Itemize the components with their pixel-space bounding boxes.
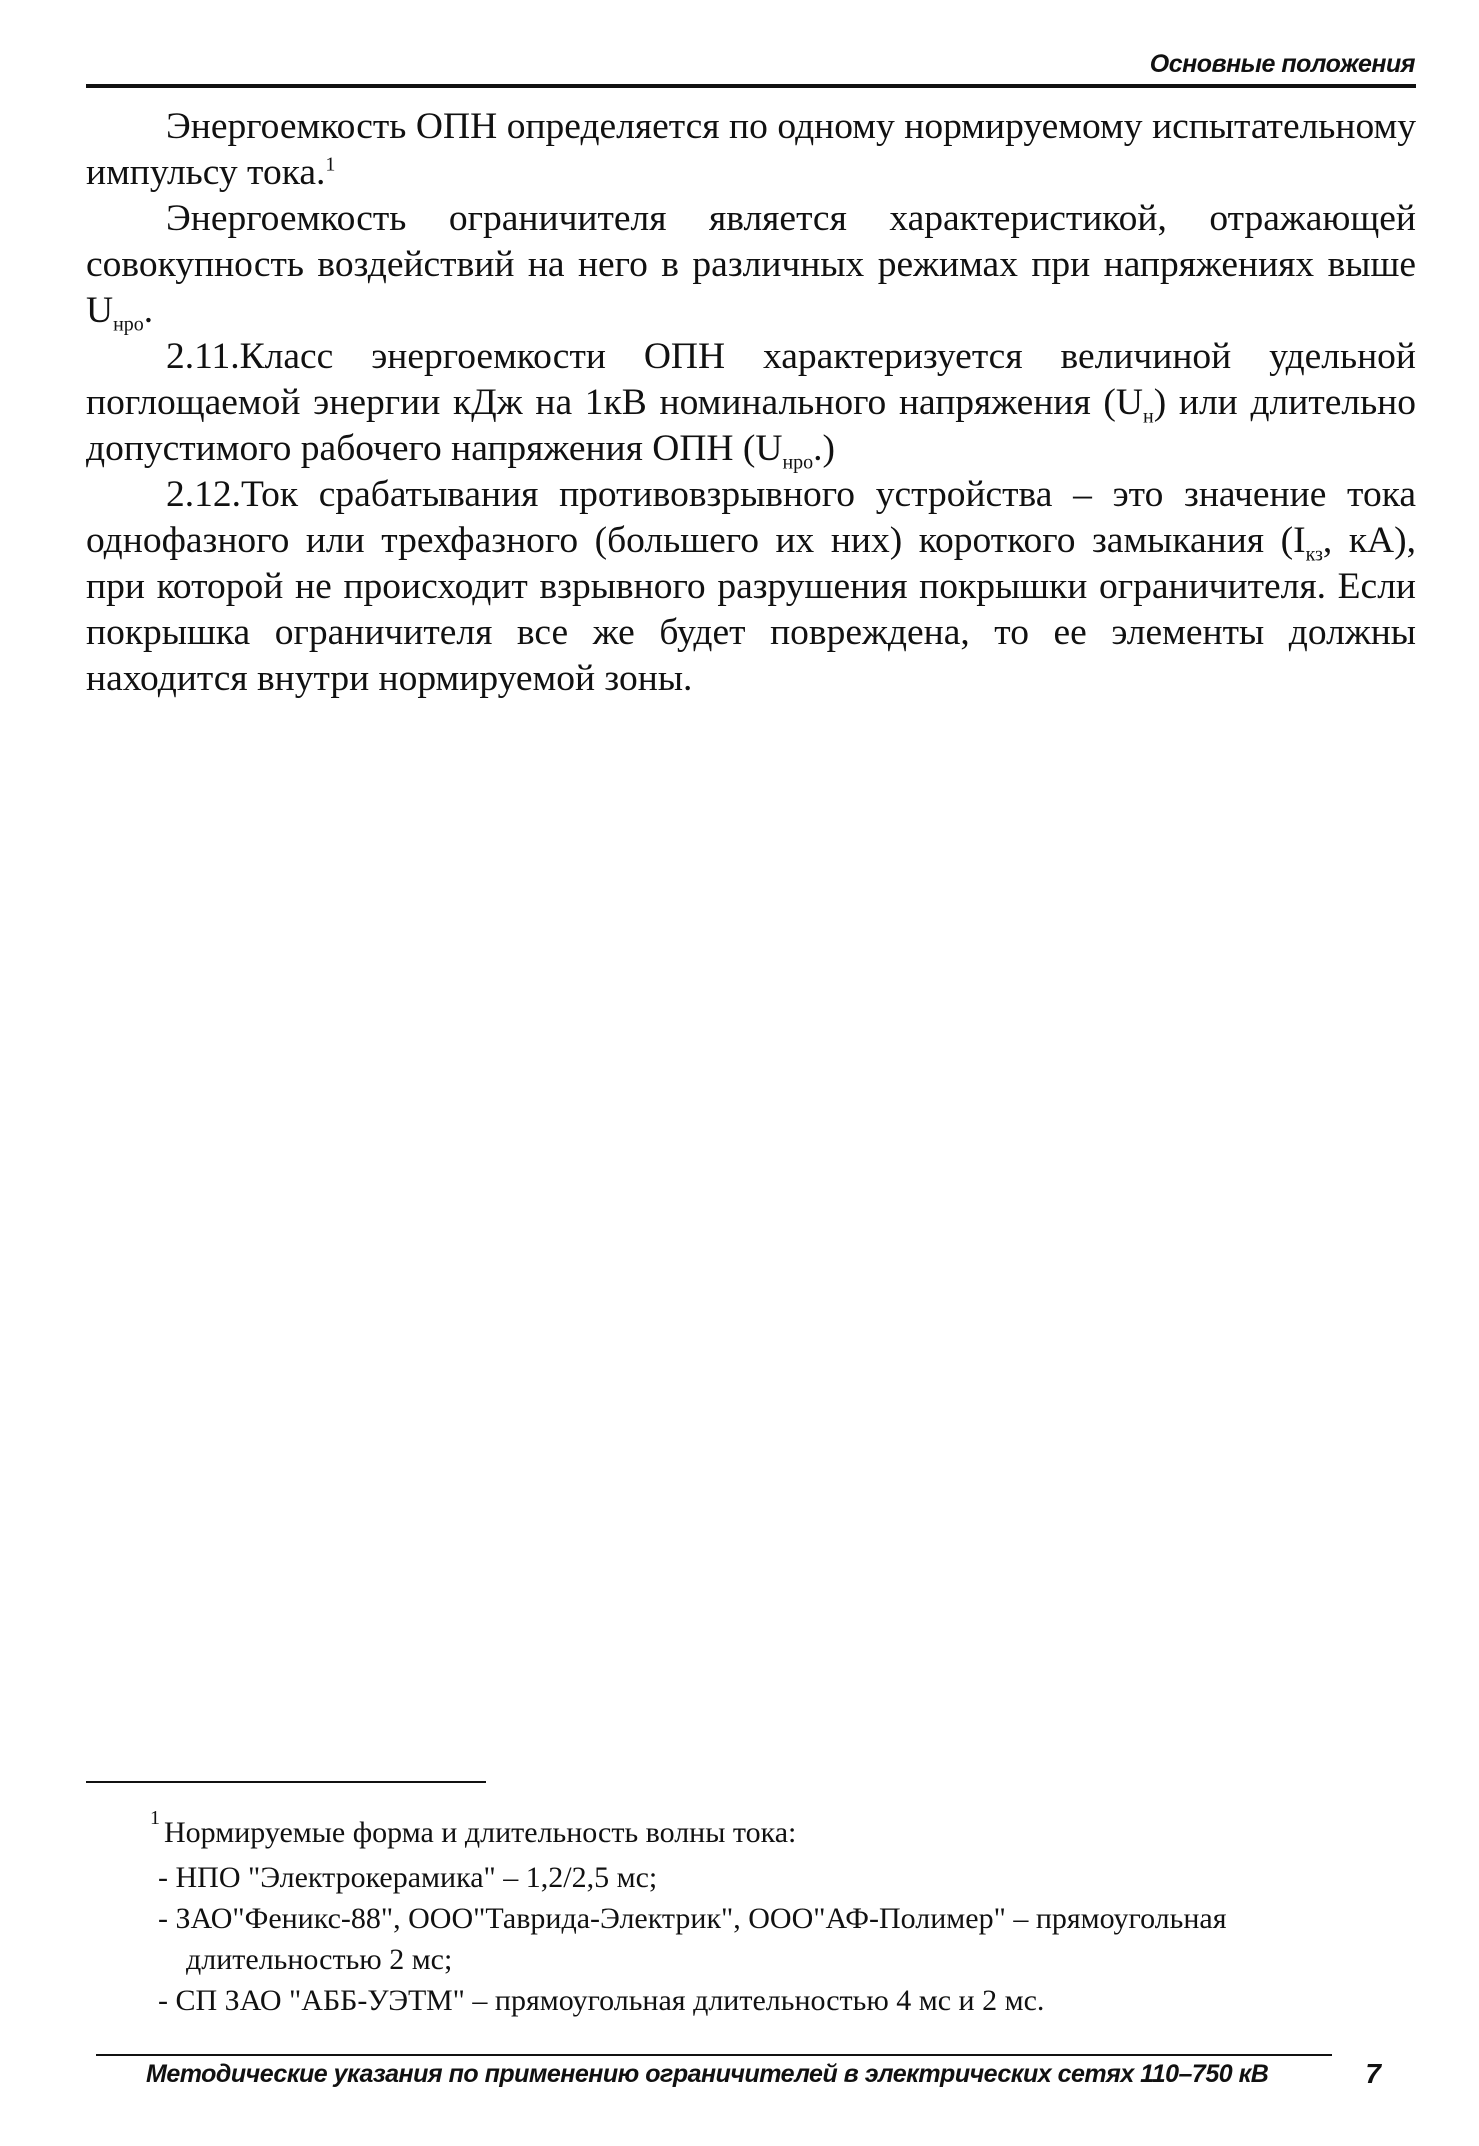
footnote-reference[interactable]: 1 (325, 153, 336, 176)
footnote-mark: 1 (150, 1807, 160, 1829)
footnote (150, 1807, 1390, 2021)
footer-divider (96, 2054, 1332, 2056)
footnote-heading-text: Нормируемые форма и длительность волны тока: (164, 1816, 797, 1849)
paragraph-text: 2.11.Класс энергоемкости ОПН характеризуется величиной удельной поглощаемой энергии кДж на 1кВ номинального напряжения (U (86, 336, 1416, 423)
footnote-heading (150, 1807, 1390, 1853)
paragraph-text: 2.12.Ток срабатывания противовзрывного устройства – это значение тока однофазного или трехфазного (большего их них) короткого замыкания (I (86, 474, 1416, 561)
subscript: нро (782, 451, 814, 474)
page-number: 7 (1365, 2058, 1381, 2089)
list-item: - СП ЗАО "АББ-УЭТМ" – прямоугольная длительностью 4 мс и 2 мс. (158, 1980, 1390, 2021)
paragraph-2-11-energy-class (86, 334, 1416, 472)
paragraph-energy-capacity (86, 104, 1416, 196)
paragraph-text: .) (813, 428, 836, 469)
subscript: нро (113, 313, 144, 336)
header-divider (86, 84, 1416, 88)
body-text (86, 104, 1416, 702)
list-item: - НПО "Электрокерамика" – 1,2/2,5 мс; (158, 1857, 1390, 1898)
paragraph-2-12-trip-current (86, 472, 1416, 702)
running-header: Основные положения (1149, 50, 1415, 78)
paragraph-energy-characteristic (86, 196, 1416, 334)
list-item: - ЗАО"Феникс-88", ООО"Таврида-Электрик", ООО"АФ-Полимер" – прямоугольная длительностью 2 мс; (158, 1898, 1390, 1980)
paragraph-text: Энергоемкость ОПН определяется по одному нормируемому испытательному импульсу тока. (86, 106, 1416, 193)
paragraph-text: . (143, 290, 154, 331)
subscript: н (1143, 405, 1154, 428)
subscript: кз (1305, 543, 1323, 566)
paragraph-text: Энергоемкость ограничителя является характеристикой, отражающей совокупность воздействий на него в различных режимах при напряжениях выше U (86, 198, 1416, 331)
paragraph-text: ) или длительно допустимого рабочего напряжения ОПН (U (86, 382, 1416, 469)
running-footer: Методические указания по применению ограничителей в электрических сетях 110–750 кВ (146, 2060, 1269, 2088)
footnote-list (150, 1857, 1390, 2021)
paragraph-text: , кА), при которой не происходит взрывного разрушения покрышки ограничителя. Если покрышка ограничителя все же будет повреждена, то ее элементы должны находится внутри нормируемой зоны. (86, 520, 1416, 699)
footnote-divider (86, 1781, 486, 1783)
